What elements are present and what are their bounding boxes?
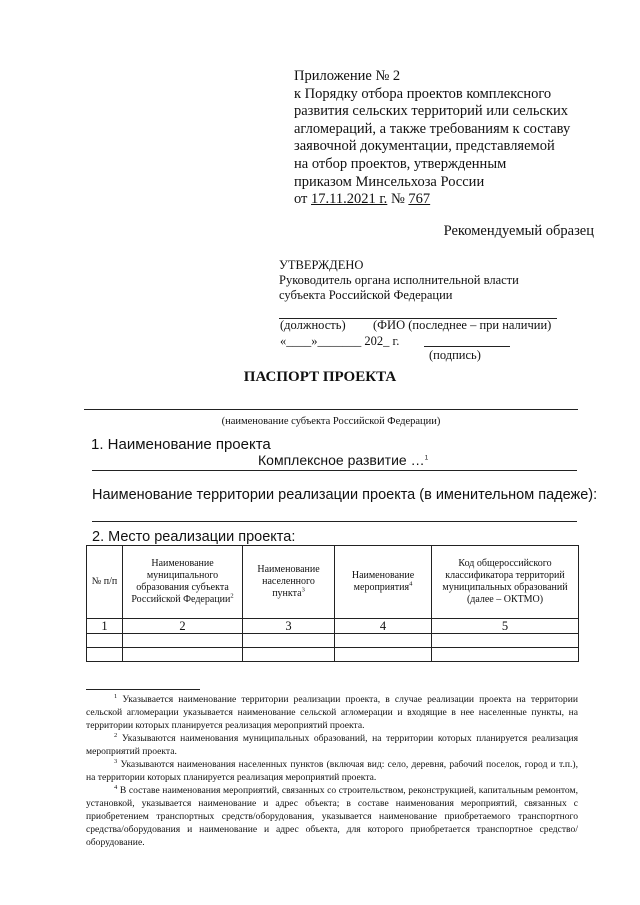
table-cell[interactable]	[87, 648, 123, 662]
header-cell-number	[87, 546, 123, 619]
footnote-separator	[86, 689, 200, 690]
footnotes	[86, 693, 578, 849]
number-prefix: №	[390, 191, 405, 208]
appendix-line: приказом Минсельхоза России	[294, 173, 485, 190]
table-cell[interactable]	[243, 634, 335, 648]
table-cell[interactable]	[123, 648, 243, 662]
table-cell[interactable]	[243, 648, 335, 662]
order-date: 17.11.2021 г.	[311, 191, 388, 208]
footnote-mark: 3	[114, 757, 118, 765]
footnote-ref-3: 3	[301, 586, 305, 594]
footnote-1	[86, 693, 578, 732]
passport-title: ПАСПОРТ ПРОЕКТА	[243, 369, 397, 385]
approval-date: «____»_______ 202_ г.	[280, 334, 400, 348]
section2-heading: 2. Место реализации проекта:	[92, 529, 296, 545]
footnote-text: Указывается наименование территории реализации проекта, в случае реализации проекта на территории сельской агломерации указывается наименование сельской агломерации и входящие в нее населенные пункты, на территории которых планируется реализация мероприятий проекта.	[86, 694, 578, 731]
subject-caption: (наименование субъекта Российской Федерации)	[221, 416, 441, 427]
table-row	[87, 648, 579, 662]
project-name-text: Комплексное развитие …	[258, 452, 425, 468]
table-row	[87, 634, 579, 648]
appendix-title: Приложение № 2	[294, 68, 401, 84]
footnote-text: Указываются наименования населенных пунктов (включая вид: село, деревня, рабочий поселок, город и т.п.), на территории которых планируется реализация мероприятий проекта.	[86, 759, 578, 783]
project-name-underline	[92, 470, 577, 471]
signature-label: (подпись)	[429, 348, 481, 362]
number-cell: 4	[335, 619, 432, 634]
appendix-line: агломераций, а также требованиям к составу	[294, 120, 571, 137]
table-cell[interactable]	[335, 648, 432, 662]
location-table	[86, 545, 579, 662]
order-number: 767	[408, 191, 431, 208]
footnote-mark: 2	[114, 731, 118, 739]
appendix-line: к Порядку отбора проектов комплексного	[294, 85, 552, 102]
table-header-row	[87, 546, 579, 619]
appendix-line: развития сельских территорий или сельских	[294, 103, 569, 120]
footnote-3	[86, 758, 578, 784]
footnote-mark: 1	[114, 692, 118, 700]
footnote-text: В составе наименования мероприятий, связанных со строительством, реконструкцией, капитальным ремонтом, установкой, указывается наименование и адрес объекта; в составе наименования мероприятий, связанных с приобретением транспортных средств/оборудования, указывается наименование приобретаемого транспортного средства/оборудования и наименование и адрес объекта, для которого приобретается транспортное средство/оборудование.	[86, 785, 578, 848]
territory-underline	[92, 521, 577, 522]
project-name-value	[258, 452, 428, 468]
approval-block	[279, 258, 579, 303]
approval-line: Руководитель органа исполнительной власти	[279, 273, 519, 287]
table-cell[interactable]	[123, 634, 243, 648]
position-label: (должность)	[280, 318, 346, 332]
fio-label: (ФИО (последнее – при наличии)	[373, 318, 552, 332]
number-cell: 5	[432, 619, 579, 634]
header-label: Наименование мероприятия	[351, 570, 415, 593]
table-number-row	[87, 619, 579, 634]
header-cell-municipality	[123, 546, 243, 619]
date-prefix: от	[294, 191, 308, 208]
appendix-block	[294, 68, 614, 209]
header-cell-activity	[335, 546, 432, 619]
approval-title: УТВЕРЖДЕНО	[279, 258, 364, 272]
signature-underline	[424, 346, 510, 347]
footnote-ref-2: 2	[230, 592, 234, 600]
footnote-4	[86, 784, 578, 849]
approval-line: субъекта Российской Федерации	[279, 288, 453, 302]
number-cell: 1	[87, 619, 123, 634]
recommended-sample: Рекомендуемый образец	[443, 223, 594, 239]
footnote-2	[86, 732, 578, 758]
appendix-line: заявочной документации, представляемой	[294, 138, 555, 155]
header-label: Наименование населенного пункта	[257, 564, 320, 599]
footnote-ref-4: 4	[409, 580, 413, 588]
territory-heading: Наименование территории реализации проекта (в именительном падеже):	[92, 487, 598, 503]
header-cell-settlement	[243, 546, 335, 619]
appendix-date-line	[294, 191, 614, 209]
header-label: Наименование муниципального образования субъекта Российской Федерации	[131, 558, 231, 605]
number-cell: 3	[243, 619, 335, 634]
header-label: Код общероссийского классификатора территорий муниципальных образований (далее – ОКТМО)	[442, 558, 568, 605]
footnote-text: Указываются наименования муниципальных образований, на территории которых планируется реализация мероприятий проекта.	[86, 733, 578, 757]
header-label: № п/п	[91, 576, 118, 587]
section1-heading: 1. Наименование проекта	[91, 436, 271, 453]
number-cell: 2	[123, 619, 243, 634]
table-cell[interactable]	[87, 634, 123, 648]
appendix-line: на отбор проектов, утвержденным	[294, 155, 507, 172]
subject-underline	[84, 409, 578, 410]
table-cell[interactable]	[432, 648, 579, 662]
footnote-ref-1: 1	[424, 454, 429, 462]
table-cell[interactable]	[432, 634, 579, 648]
header-cell-oktmo	[432, 546, 579, 619]
table-cell[interactable]	[335, 634, 432, 648]
footnote-mark: 4	[114, 783, 118, 791]
